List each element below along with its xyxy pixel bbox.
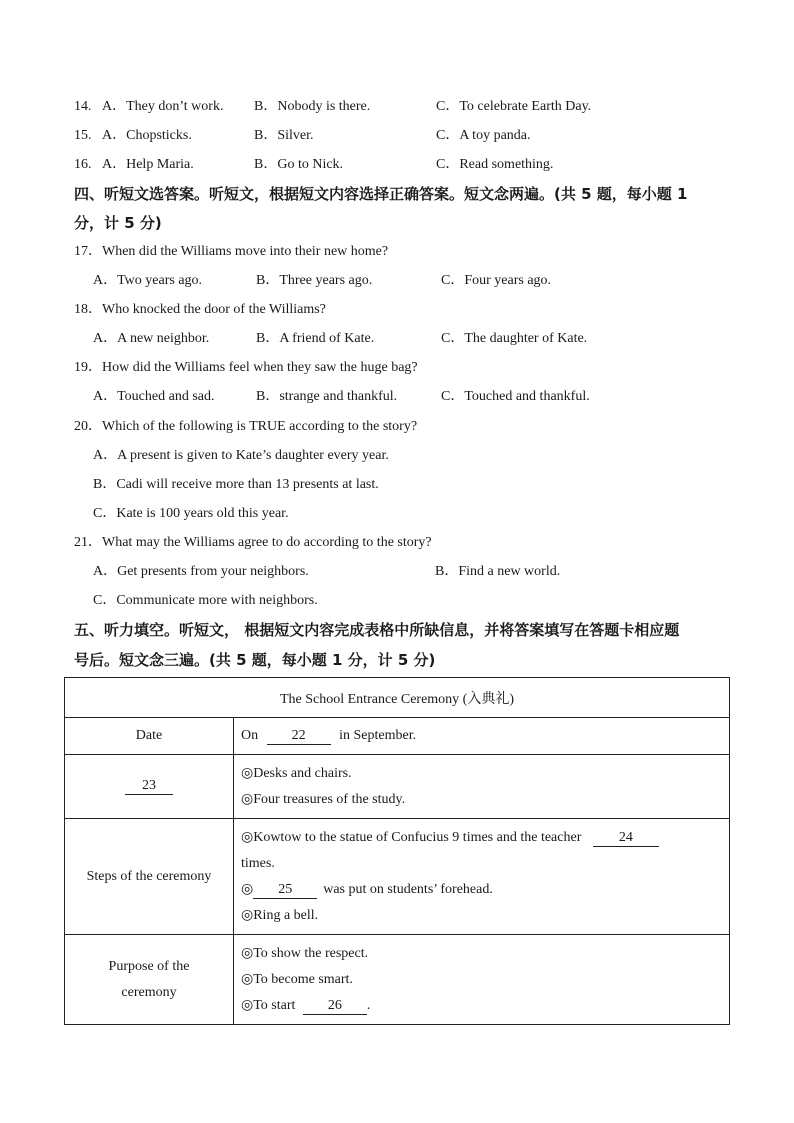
purpose-label-line1: Purpose of the xyxy=(108,958,190,974)
purpose-label xyxy=(65,935,234,1025)
option-c: C．To celebrate Earth Day. xyxy=(436,99,592,114)
question-number: 15. xyxy=(74,128,92,143)
option-c: C．The daughter of Kate. xyxy=(441,331,588,346)
question-17-stem: 17．When did the Williams move into their new home? xyxy=(74,244,389,259)
question-18-stem: 18．Who knocked the door of the Williams? xyxy=(74,302,326,317)
option-a: A．They don’t work. xyxy=(102,99,224,114)
question-20-option-a: A．A present is given to Kate’s daughter every year. xyxy=(93,448,389,463)
purpose-cell xyxy=(234,935,730,1025)
blank-23-cell xyxy=(65,755,234,819)
option-c: C．Four years ago. xyxy=(441,273,552,288)
date-label: Date xyxy=(65,718,234,755)
date-prefix: On xyxy=(241,727,259,743)
question-21-stem: 21．What may the Williams agree to do according to the story? xyxy=(74,535,432,550)
purpose-1: ◎To show the respect. xyxy=(241,945,369,961)
blank-22: 22 xyxy=(267,728,331,745)
option-b: B．A friend of Kate. xyxy=(256,331,375,346)
question-20-option-c: C．Kate is 100 years old this year. xyxy=(93,506,289,521)
question-20-option-b: B．Cadi will receive more than 13 presents at last. xyxy=(93,477,379,492)
option-c: C．A toy panda. xyxy=(436,128,531,143)
section-5-heading-line2: 号后。短文念三遍。(共 5 题，每小题 1 分，计 5 分) xyxy=(74,651,436,669)
option-b: B．Three years ago. xyxy=(256,273,373,288)
question-19-stem: 19．How did the Williams feel when they saw the huge bag? xyxy=(74,360,418,375)
option-a: A．Chopsticks. xyxy=(102,128,192,143)
steps-cell xyxy=(234,819,730,935)
option-a: A．Get presents from your neighbors. xyxy=(93,564,309,579)
blank-26: 26 xyxy=(303,998,367,1015)
step-3: ◎Ring a bell. xyxy=(241,907,319,923)
question-number: 14. xyxy=(74,99,92,114)
table-title: The School Entrance Ceremony (入典礼) xyxy=(65,678,730,718)
ceremony-table xyxy=(64,677,730,1025)
option-b: B．strange and thankful. xyxy=(256,389,398,404)
option-c: C．Touched and thankful. xyxy=(441,389,590,404)
option-b: B．Silver. xyxy=(254,128,314,143)
question-number: 16. xyxy=(74,157,92,172)
blank-23: 23 xyxy=(125,778,173,795)
step-2-text: was put on students’ forehead. xyxy=(323,881,493,897)
section-4-heading-line2: 分，计 5 分) xyxy=(74,214,162,232)
blank-25: 25 xyxy=(253,882,317,899)
purpose-2: ◎To become smart. xyxy=(241,971,353,987)
step-1-continuation: times. xyxy=(241,855,275,871)
option-a: A．A new neighbor. xyxy=(93,331,210,346)
option-a: A．Two years ago. xyxy=(93,273,203,288)
option-a: A．Touched and sad. xyxy=(93,389,215,404)
steps-label: Steps of the ceremony xyxy=(65,819,234,935)
purpose-3-text: ◎To start xyxy=(241,997,296,1013)
date-suffix: in September. xyxy=(339,727,417,743)
items-cell xyxy=(234,755,730,819)
purpose-label-line2: ceremony xyxy=(121,984,177,1000)
step-2 xyxy=(241,877,729,903)
section-4-heading-line1: 四、听短文选答案。听短文，根据短文内容选择正确答案。短文念两遍。(共 5 题，每小题 1 xyxy=(74,185,688,203)
option-b: B．Go to Nick. xyxy=(254,157,344,172)
purpose-3-period: . xyxy=(366,997,371,1013)
purpose-3 xyxy=(241,993,729,1019)
step-2-bullet: ◎ xyxy=(241,881,254,897)
section-5-heading-line1: 五、听力填空。听短文， 根据短文内容完成表格中所缺信息，并将答案填写在答题卡相应题 xyxy=(74,621,680,639)
step-1 xyxy=(241,825,729,851)
question-21-option-c: C．Communicate more with neighbors. xyxy=(93,593,318,608)
item-four-treasures: ◎Four treasures of the study. xyxy=(241,791,406,807)
option-a: A．Help Maria. xyxy=(102,157,194,172)
question-20-stem: 20．Which of the following is TRUE according to the story? xyxy=(74,419,418,434)
item-desks: ◎Desks and chairs. xyxy=(241,765,352,781)
option-c: C．Read something. xyxy=(436,157,554,172)
date-value xyxy=(234,718,730,755)
option-b: B．Nobody is there. xyxy=(254,99,371,114)
option-b: B．Find a new world. xyxy=(435,564,561,579)
step-1-text: ◎Kowtow to the statue of Confucius 9 times and the teacher xyxy=(241,829,582,845)
blank-24: 24 xyxy=(593,830,659,847)
